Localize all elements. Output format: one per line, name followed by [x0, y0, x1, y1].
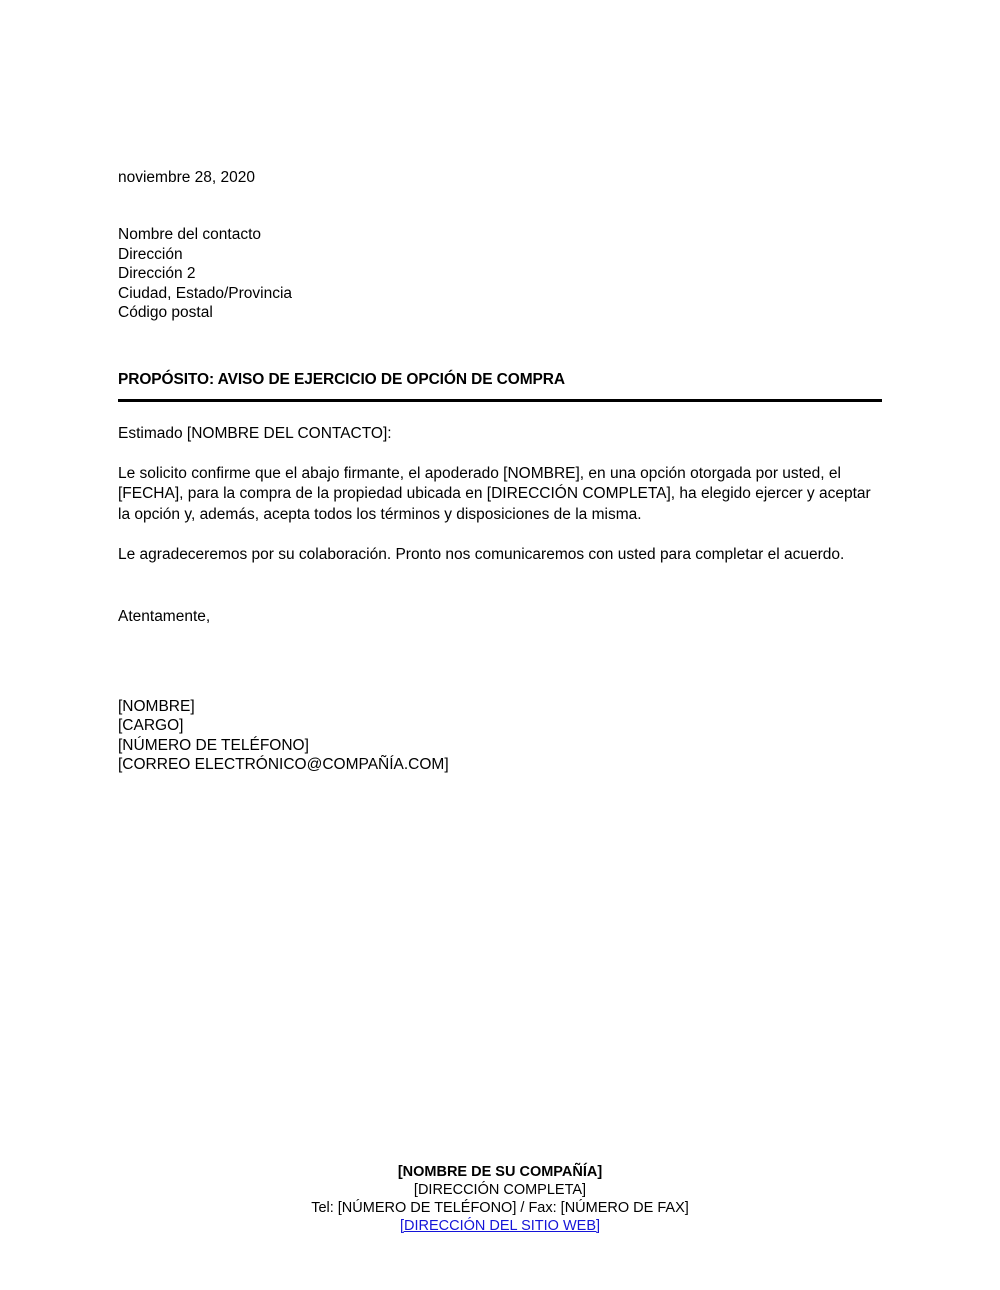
letter-content — [118, 168, 882, 775]
signature-line: [NOMBRE] — [118, 697, 195, 715]
salutation: Estimado [NOMBRE DEL CONTACTO]: — [118, 424, 392, 442]
signature-line: [NÚMERO DE TELÉFONO] — [118, 736, 309, 754]
recipient-address-block — [118, 225, 882, 323]
footer-website-link[interactable]: [DIRECCIÓN DEL SITIO WEB] — [399, 1218, 601, 1234]
address-line: Ciudad, Estado/Provincia — [118, 284, 293, 302]
footer-contact: Tel: [NÚMERO DE TELÉFONO] / Fax: [NÚMERO DE FAX] — [311, 1200, 689, 1216]
signature-line: [CARGO] — [118, 717, 184, 734]
body-paragraph: Le solicito confirme que el abajo firmante, el apoderado [NOMBRE], en una opción otorgada por usted, el [FECHA], para la compra de la propiedad ubicada en [DIRECCIÓN COMPLETA], ha elegido ejercer y aceptar la opción y, además, acepta todos los términos y disposiciones de la misma. — [118, 464, 871, 523]
footer-address: [DIRECCIÓN COMPLETA] — [413, 1182, 587, 1198]
body-paragraph: Le agradeceremos por su colaboración. Pronto nos comunicaremos con usted para completar el acuerdo. — [118, 546, 845, 563]
address-line: Nombre del contacto — [118, 226, 262, 243]
signature-line: [CORREO ELECTRÓNICO@COMPAÑÍA.COM] — [118, 756, 449, 773]
closing-line: Atentamente, — [118, 607, 211, 625]
address-line: Código postal — [118, 304, 213, 321]
letter-date: noviembre 28, 2020 — [118, 169, 256, 186]
subject-divider — [118, 399, 882, 402]
signature-block — [118, 697, 882, 775]
page-footer — [0, 1163, 1000, 1235]
footer-company-name: [NOMBRE DE SU COMPAÑÍA] — [397, 1164, 603, 1180]
address-line: Dirección — [118, 245, 183, 263]
footer-website-wrapper — [0, 1217, 1000, 1235]
subject-heading: PROPÓSITO: AVISO DE EJERCICIO DE OPCIÓN DE COMPRA — [118, 370, 565, 388]
address-line: Dirección 2 — [118, 265, 196, 282]
